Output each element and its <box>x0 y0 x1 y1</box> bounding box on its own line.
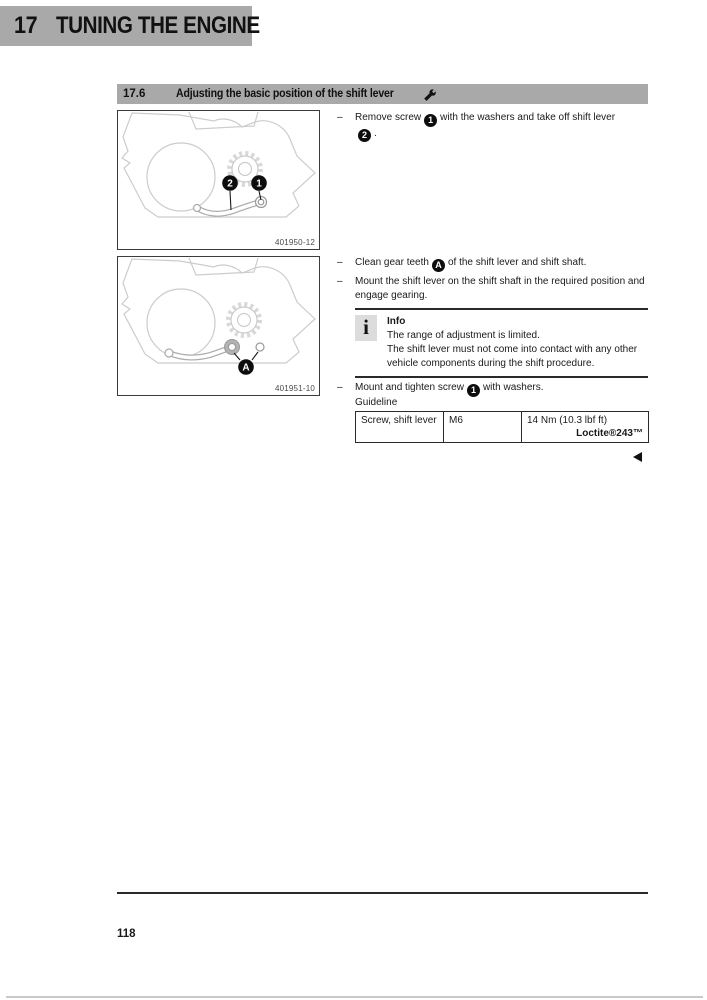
spec-part-cell: Screw, shift lever <box>356 412 444 443</box>
engine-diagram-2-svg <box>118 257 319 395</box>
loctite-note: Loctite®243™ <box>576 428 643 439</box>
torque-value: 14 Nm (10.3 lbf ft) <box>527 415 608 426</box>
end-of-section-icon <box>633 452 642 462</box>
step-text: Mount and tighten screw 1 with washers. <box>355 382 544 395</box>
figure-number: 401951-10 <box>274 384 315 393</box>
figure-shift-lever-mounted <box>117 256 320 396</box>
wrench-icon <box>423 88 437 106</box>
step-text: Clean gear teeth A of the shift lever and shift shaft. <box>355 257 587 270</box>
bullet-dash: – <box>337 276 343 287</box>
step-text: Mount the shift lever on the shift shaft in the required position and engage gearing. <box>355 276 645 301</box>
svg-text:1: 1 <box>256 178 262 190</box>
figure-shift-lever-removal <box>117 110 320 250</box>
bullet-dash: – <box>337 257 343 268</box>
instruction-step-3 <box>337 275 658 303</box>
callout-1-badge: 1 <box>467 384 480 397</box>
section-title: Adjusting the basic position of the shift lever <box>176 88 394 100</box>
info-line: The shift lever must not come into contact with any other vehicle components during the shift procedure. <box>387 344 638 369</box>
page-number: 118 <box>117 928 136 940</box>
callout-2-badge <box>222 175 238 191</box>
instruction-step-1 <box>337 111 625 142</box>
engine-diagram-1-svg <box>118 111 319 249</box>
callout-A-badge <box>238 359 254 375</box>
figure-number: 401950-12 <box>274 238 315 247</box>
bullet-dash: – <box>337 112 343 123</box>
shift-lever-drawing <box>165 340 264 358</box>
chapter-title: TUNING THE ENGINE <box>55 12 260 39</box>
step-text: Remove screw 1 with the washers and take off shift lever2 . <box>355 112 616 140</box>
svg-text:2: 2 <box>227 178 233 190</box>
section-header-bar <box>117 84 648 104</box>
section-number: 17.6 <box>123 88 146 100</box>
table-row <box>356 412 649 443</box>
info-icon: i <box>355 315 377 341</box>
chapter-number: 17 <box>14 12 38 39</box>
spec-torque-cell <box>522 412 649 443</box>
gear-icon <box>229 305 260 336</box>
svg-text:A: A <box>242 362 250 374</box>
chapter-header-bar <box>0 6 260 46</box>
callout-1-badge: 1 <box>424 114 437 127</box>
instruction-step-2 <box>337 256 650 272</box>
footer-divider <box>117 892 648 894</box>
spec-thread-cell: M6 <box>444 412 522 443</box>
page-bottom-edge <box>6 996 703 998</box>
instruction-step-4 <box>337 381 650 397</box>
info-text <box>387 315 648 371</box>
torque-spec-table <box>355 411 649 443</box>
guideline-label: Guideline <box>355 397 398 408</box>
callout-1-badge <box>251 175 267 191</box>
info-title: Info <box>387 316 406 327</box>
info-box <box>355 308 648 378</box>
callout-2-badge: 2 <box>358 129 371 142</box>
info-line: The range of adjustment is limited. <box>387 330 540 341</box>
callout-A-badge: A <box>432 259 445 272</box>
bullet-dash: – <box>337 382 343 393</box>
